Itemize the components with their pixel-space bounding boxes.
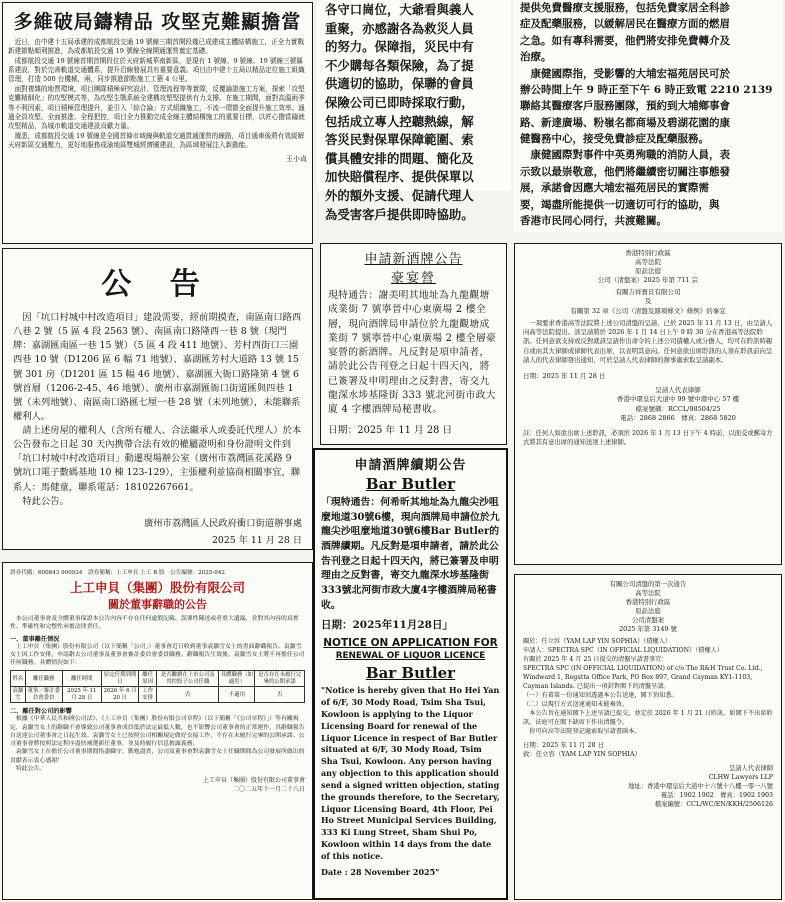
article-healthcare [514, 0, 782, 232]
announcement-title: 關於董事辭職的公告 [108, 598, 207, 611]
renewal-en-title-1: NOTICE ON APPLICATION FOR [323, 637, 498, 650]
article-body: 近日，由中建十五局承建的成都航投交通 19 號線三期首開段幾已成建成主體結構施工，正全力實戰新建節點順利推進，為成都航投交通 19 號線全線開通運營奠定基礎。 成都航投交通 19 號線首期首開段位於天府新城華南新區，是現有 1 號線、9 號線、19 號線三號縣系建設，對於完善軌道交通體系，提升沿線發展具有重要意義。項目由中建十五局以精品定位施工組織管理，打造 500 台機械，兩，同步推進節點施工工藝 4 公里。 面對複雜的地質環境，項目團隊積極研究設計、管理流程等等實際，反覆論證施工方案，探索「攻堅克難精細化」的攻堅模式等，為攻堅生戰系統全建構攻堅堅提供有力支撐。在施工期間，面對高溫雨季等不利因素，項目積極管理提升，並引入「綜合論」方式組織施工，不流一環節全面提升施工效率。通過全員攻堅、全面推進、全程把控，項目全力推動完成全線主體結構施工的重要目標，以匠心擔當鑄就攻堅精品，為城市軌道交通建設貢獻力量。 據悉，成都航投交通 19 號線是全國首條市域線與軌道交通貫通運營的線路，項目通車後將有效緩解天府新區交通壓力，更好地服務成渝地區雙城經濟圈建設，為區域發展注入新動能。 [8, 38, 305, 149]
table-cell: 否 [255, 687, 305, 703]
company-announcement [2, 562, 313, 900]
text-line: 示致以最崇敬意，他們將繼續密切關注事態發 [520, 165, 730, 178]
section-2-heading: 二、離任對公司的影響 [10, 708, 72, 716]
table-cell: 2025 年 11 月 28 日 [62, 687, 101, 703]
text-line: 外的額外支援、促請代理人 [325, 188, 474, 204]
court-header: 香港特別行政區 高等法院 原訟法庭 公司（清盤案）2025 年第 711 宗 [597, 249, 699, 285]
company-signature: 上工申貝（集團）股份有限公司董事會 [202, 777, 305, 785]
renewal-title: 申請酒牌續期公告 [354, 458, 467, 473]
section-2-body: 根據《中華人民共和國公司法》、《上工申貝（集團）股份有限公司章程》（以下簡稱「《公司章程》」）等有關規定，袁灝雪女士的辭職不會導致公司董事會成員低於法定最低人數，也不影響公司董事會的正常運作，其辭職報告自送達公司董事會之日起生效。袁灝雪女士已按照公司相關規定做好交接工作，不存在未履行完畢的公開承諾。公司董事會將按照法定程序盡快補選新任董事，並及時履行信息披露義務。 袁灝雪女士在擔任公司董事期間恪盡職守、勤勉盡責，公司及董事會對袁灝雪女士任職期間為公司發展所做出的貢獻表示衷心感謝！ 特此公告。 [10, 716, 305, 772]
liquor-notice-title: 申請新酒牌公告 [364, 252, 463, 267]
table-cell: 否 [157, 687, 219, 703]
renewal-en-body: "Notice is hereby given that Ho Hei Yan of 6/F, 30 Mody Road, Tsim Sha Tsui, Kowloon is applying to the Liquor Licensing Board for renewal of the Liquor Licence in respect of Bar Butler situated at 6/F, 30 Mody Road, Tsim Sha Tsui, Kowloon. Any person having any objection to this application should send a signed written objection, stating the grounds therefore, to the Secretary, Liquor Licensing Board, 4th Floor, Pei Ho Street Municipal Services Building, 333 Ki Lung Street, Sham Shui Po, Kowloon within 14 days from the date of this notice. [321, 685, 500, 861]
table-header-cell: 離任職務 [25, 671, 62, 687]
notice-title: 公 告 [101, 267, 214, 302]
renewal-en-venue: Bar Butler [365, 664, 456, 683]
company-date: 二〇二五年十一月二十八日 [232, 786, 305, 794]
company-name: 上工申貝（集團）股份有限公司 [69, 580, 245, 595]
court2-to: 致：任立容（YAM LAP YIN SOPHIA） [523, 749, 641, 758]
liquor-notice-body: 現特通告：謝美明其地址為九龍觀塘成業街 7 號寧晉中心東廣場 2 樓全層，現向酒牌局申請位於九龍觀塘成業街 7 號寧晉中心東廣場 2 樓全層豪宴營的新酒牌。凡反對是項申請者，請於此公告刊登之日起十四天內，將已簽署及申明理由之反對書，寄交九龍深水埗基隆街 333 號北河街市政大廈 4 字樓酒牌局秘書收。 [328, 290, 497, 416]
text-line: 償具體安排的問題、簡化及 [325, 150, 474, 166]
court2-firm: 呈請人代表律師 CLHW Lawyers LLP 地址：香港中環皇后大道中十六號十八樓一零一八號 電話：1902 1902 傳真：1902 1903 檔案編號：CCL/WC/EN/KKH/2506126 [628, 764, 773, 809]
court-firm: 呈請人代表律師 香港中環皇后大道中 99 號中環中心 57 樓 檔案號碼：RCCL/98504/25 電話：2868 2866 傳真：2868 5820 [616, 386, 740, 423]
text-line: 各守口崗位，大爺看與義人 [325, 2, 474, 17]
announcement-intro: 本公司董事會及全體董事保證本公告內容不存在任何虛假記載、誤導性陳述或者重大遺漏，並對其內容的真實性、準確性和完整性承擔法律責任。 [10, 616, 299, 631]
table-header-cell: 離任原因 [139, 671, 157, 687]
section-1-body: 上工申貝（集團）股份有限公司（以下簡稱「公司」）董事會近日收到董事袁灝雪女士的書面辭職報告。袁灝雪女士因工作安排，申請辭去公司董事及董事會審計委員會委員職務。辭職報告生效後，袁灝雪女士將不再擔任公司任何職務。具體情況如下： [10, 643, 305, 667]
winding-up-notice-2 [514, 574, 782, 900]
renewal-venue: Bar Butler [365, 475, 456, 493]
text-line: 加快賠償程序、提供保單以 [325, 169, 474, 185]
text-line: 保險公司已即時採取行動， [325, 95, 474, 111]
table-cell: 2026 年 6 月 20 日 [101, 687, 138, 703]
renewal-body: 「現特通告：何希昕其地址為九龍尖沙咀麼地道30號6樓，現向酒牌局申請位於九龍尖沙咀麼地道30號6樓Bar Butler的酒牌續期。凡反對是項申請者，請於此公告刊登之日起十四天內，將已簽署及申明理由之反對書，寄交九龍深水埗基隆街333號北河街市政大廈4字樓酒牌局秘書收。 [321, 497, 500, 611]
table-header-cell: 原定任期到期日 [101, 671, 138, 687]
renewal-en-title-2: RENEWAL OF LIQUOR LICENCE [335, 651, 486, 662]
table-cell: 工作安排 [139, 687, 157, 703]
text-line: 之急。如有專科需要，他們將安排免費轉介及 [520, 34, 730, 47]
table-header-cell: 是否存在未履行完畢的公開承諾 [255, 671, 305, 687]
winding-up-notice-1 [514, 243, 782, 565]
text-line: 提供免費醫療支援服務，包括免費家居全科診 [520, 2, 730, 14]
text-line: 香港市民同心同行，共渡難關。 [520, 214, 667, 227]
text-line: 答災民對保單保障範圍、索 [325, 132, 474, 148]
liquor-renewal-notice [313, 448, 508, 900]
liquor-notice-date: 日期：2025 年 11 月 28 日 [328, 424, 453, 436]
court-note: 註：任何人如欲出席上述聆訊，必須於 2026 年 1 月 13 日下午 4 時前，以面交或郵寄方式將其有意出席的通知送達上述律師。 [523, 429, 773, 446]
text-line: 為受害客戶提供即時協助。 [325, 206, 474, 222]
text-line: 症及配藥服務，以緩解居民在醫療方面的燃眉 [520, 18, 730, 31]
article-title: 多維破局鑄精品 攻堅克難顯擔當 [13, 11, 302, 33]
court2-header: 有關公司清盤的第一次通告 高等法院 香港特別行政區 原訟法庭 公司清盤案 2025 年第 3149 號 [609, 580, 687, 633]
article-insurance [317, 0, 511, 222]
table-header-cell: 是否繼續在上市公司及其控股子公司任職 [157, 671, 219, 687]
court-matter: 有關吉祥寶貝有限公司 及 有關第 32 章《公司（清盤及雜項條文）條例》的事宜 [570, 288, 726, 315]
text-line: 展，承諾會因應大埔宏福苑居民的實際需 [520, 182, 709, 195]
renewal-date: 日期：2025年11月28日」 [321, 619, 453, 632]
liquor-venue-name: 豪宴營 [390, 271, 436, 286]
text-line: 不少購每各類保險，為了提 [325, 57, 474, 73]
text-line: 康健國際指，受影響的大埔宏福苑居民可於 [520, 67, 730, 80]
article-construction [2, 2, 313, 244]
table-cell: 不適用 [219, 687, 255, 703]
table-header-cell: 離任時間 [62, 671, 101, 687]
text-line: 的努力。保障指，災民中有 [325, 39, 474, 55]
article-insurance-body [325, 1, 503, 224]
security-codes: 證券代碼：600843 900924 證券簡稱：上工申貝 上工 B 股 公告編號：2025-042 [10, 570, 225, 576]
text-line: 聯絡其醫療客戶服務團隊，預約到大埔鄉事會 [520, 100, 730, 113]
court-date: 日期：2025 年 11 月 28 日 [523, 372, 606, 381]
text-line: 辦公時間上午 9 時正至下午 6 時正致電 2210 2139 [520, 83, 773, 96]
table-cell: 袁灝雪 [12, 688, 24, 701]
renewal-en-date: Date : 28 November 2025" [321, 866, 440, 877]
table-header-cell: 姓名 [11, 671, 26, 687]
text-line: 供適切的協助，保聯的會員 [325, 76, 474, 92]
notice-body: 因「坑口村城中村改造項目」建設需要，經前期摸查，南區南口路西八巷 2 號（5 區 4 段 2563 號）、南區南口路隆西一巷 8 號（現門牌：嘉湖匯南區一巷 15 號）（5 區 4 段 411 地號）、芳村西街口三園西巷 10 號（D1206 區 6 幅 71 地號）、嘉湖匯芳村大道路 13 號 15 號 301 房（D1201 區 15 幅 46 地號）、嘉湖匯大衙口路隆第 4 號 6 號首層（1206-2-45、46 地號）、廣州市嘉湖匯衙口街道匯與四巷 1 號（未列地號）、南區南口路匯七厘一巷 28 號（未列地號），未能聯系權利人。 請上述房屋的權利人（含所有權人、合法繼承人或委託代理人）於本公告發布之日起 30 天內携帶合法有效的權屬證明和身份證明文件到「坑口村城中村改造項目」動遷現場辦公室（廣州市荔灣區花溪路 9 號坑口電子數碼基地 10 棟 123-129），主張權利並協商相關事宜，聯系人：馬健童，聯系電話：18102267661。 特此公告。 [13, 312, 302, 507]
table-row [11, 687, 305, 703]
text-line: 治療。 [520, 51, 552, 64]
resignation-table [10, 670, 305, 703]
article-byline: 王小貞 [286, 155, 307, 164]
section-1-heading: 一、董事離任情況 [10, 635, 60, 643]
text-line: 健醫務中心，接受免費診症及配藥服務。 [520, 133, 709, 145]
court2-body: 關於：任立容（YAM LAP YIN SOPHIA）（債權人） 申請人：SPECTRA SPC（IN OFFICIAL LIQUIDATION）（債權人） 有關於 2025 年 4 月 25 日提交的清盤呈請書事宜： SPECTRA SPC (IN OFFICIAL LIQUIDATION) of c/o The R&H Trust Co. Ltd., Windward 1, Regatta Office Park, PO Box 897, Grand Cayman KY1-1103, Cayman Islands. 已提出一項針對閣下的清盤呈請。 （一）有着第一份通知須透過本公告送達，閣下須知悉。 （二）以現行方式送達通知未能奏效。 本公告旨在通知閣下上述呈請已提交，並定於 2026 年 1 月 21 日聆訊。如閣下不出席聆訊，法庭可在閣下缺席下作出清盤令。 你可向高等法院登記處索取呈請書副本。 [523, 637, 773, 735]
article-healthcare-body [520, 0, 776, 229]
notice-date: 2025 年 11 月 28 日 [212, 534, 302, 546]
notice-signature: 廣州市荔灣區人民政府衝口街道辦事處 [143, 517, 302, 529]
court-body: 一項要求香港高等法院將上述公司清盤的呈請，已於 2025 年 11 月 13 日，由呈請人向高等法院提出。該呈請將於 2026 年 1 月 14 日上午 9 時 30 分在香港高等法院聆訊。任何意欲支持或反對就該呈請作出命令的上述公司債權人或分擔人，均可在聆訊時親自或由其大律師或律師代表出席，以表明其意向。任何意欲出席聆訊的人須在聆訊前向呈請人的代表律師發出通知，可於呈請人代表律師的辦事處索取呈請副本。 [523, 318, 773, 364]
table-header-cell: 具體職務（如適用） [220, 672, 254, 685]
new-liquor-licence-notice [320, 243, 507, 445]
text-line: 重聚，亦感謝各為救災人員 [325, 20, 474, 36]
public-notice [2, 248, 313, 550]
text-line: 路、新達廣場、粉嶺名都商場及碧湖花園的康 [520, 116, 730, 129]
text-line: 要，竭盡所能提供一切適切可行的協助，與 [520, 198, 720, 211]
text-line: 康健國際對事件中英勇殉職的消防人員，表 [520, 149, 730, 162]
text-line: 包括成立專人控聽熱線，解 [325, 113, 474, 129]
court2-date: 日期：2025 年 11 月 28 日 [523, 740, 605, 749]
table-cell: 董事／審計委員會委員 [25, 687, 62, 703]
